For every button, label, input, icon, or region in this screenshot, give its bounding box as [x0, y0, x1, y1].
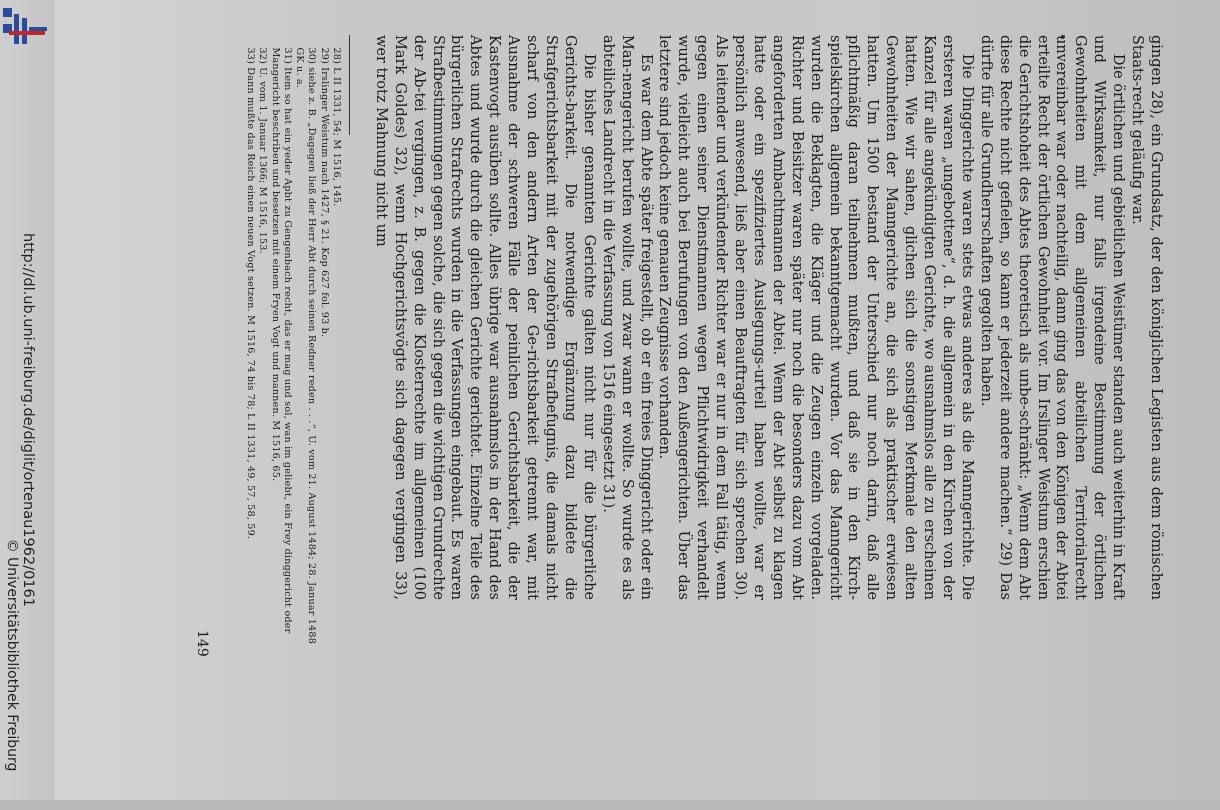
page-number: 149 [194, 630, 210, 657]
paragraph: Die Dinggerichte waren stets etwas anderes als die Manngerichte. Die ersteren waren „ungebottene“, d. h. die allgemein in den Kirchen von der Kanzel für alle angekündigten Gerichte, wo ausnahmslos alle zu erscheinen hatten. Wie wir sahen, glichen sich die sonstigen Merkmale den alten Gewohnheiten der Manngerichte an, die sich als praktischer erwiesen hatten. Um 1500 bestand der Unterschied nur noch darin, daß alle pflichtmäßig daran teilnehmen mußten, und daß sie in den Kirch-spielskirchen allgemein bekanntgemacht wurden. Vor das Manngericht wurden die Beklagten, die Kläger und die Zeugen einzeln vorgeladen. Richter und Beisitzer waren später nur noch die besonders dazu vom Abt angeforderten Ambachtmannen der Abtei. Wenn der Abt selbst zu klagen hatte oder ein spezifiziertes Auslegungs-urteil haben wollte, war er persönlich anwesend, ließ aber einen Beauftragten für sich sprechen 30). Als leitender und verkündender Richter war er nur in dem Fall tätig, wenn gegen einen seiner Dienstmannen wegen Pflichtwidrigkeit verhandelt wurde, vielleicht auch bei Berufungen von den Außengerichten. Über das letztere sind jedoch keine genauen Zeugnisse vorhanden. [656, 35, 975, 600]
scanned-page [55, 0, 1220, 800]
paragraph: Die bisher genannten Gerichte galten nicht nur für die bürgerliche Gerichts-barkeit. Die notwendige Ergänzung dazu bildete die Strafgerichtsbarkeit mit der zugehörigen Strafbefugnis, die damals nicht scharf von den andern Arten der Ge-richtsbarkeit getrennt war, mit Ausnahme der schweren Fälle der peinlichen Gerichtsbarkeit, die der Kastenvogt ausüben sollte. Alles übrige war ausnahmslos in der Hand des Abtes und wurde durch die gleichen Gerichte gerichtet. Einzelne Teile des bürgerlichen Strafrechts wurden in die Verfassungen eingebaut. Es waren Strafbestimmungen gegen solche, die sich gegen die wichtigen Grundrechte der Ab-tei vergingen, z. B. gegen die Klosterrechte im allgemeinen (100 Mark Goldes) 32), wenn Hochgerichtsvögte sich dagegen vergingen 33), wer trotz Mahnung nicht um [372, 35, 597, 600]
viewer-sidebar [0, 0, 55, 800]
paragraph: gingen 28), ein Grundsatz, der den königlichen Legisten aus dem römischen Staats-recht geläufig war. [1129, 35, 1164, 600]
body-text [371, 35, 1165, 600]
copyright-notice: © Universitätsbibliothek Freiburg [4, 538, 20, 772]
footnote: 28) L II 1331, 54; M 1516, 145. [331, 47, 342, 207]
footnotes [244, 35, 342, 645]
footnote: 31) Item so hat ein yeder Apbt zu Gengenbach recht, das er mag und sol, wan im geliebt, ein Frey dinggericht oder Mangericht beschriben und besetzen mit einem Fryen Vogt und mannen. M 1516, 65. [269, 47, 293, 634]
paragraph: Es war dem Abte später freigestellt, ob er ein freies Dinggericht oder ein Man-nengericht berufen wollte, und zwar wann er wollte. So wurde es als abteiliches Landrecht in die Verfassung von 1516 eingesetzt 31). [599, 35, 654, 600]
footnote: 32) U. vom 1. Januar 1366; M 1516, 153. [257, 47, 269, 254]
rotated-page-content [194, 10, 1165, 790]
footnote: 29) Irslinger Weistum nach 1427, § 21. Kop 627 fol. 93 b. [318, 47, 330, 338]
page-url[interactable]: http://dl.ub.uni-freiburg.de/diglit/ortenau1962/0161 [20, 233, 36, 607]
footnote: 30) siehe z. B. „Dagegen ließ der Herr Abt durch seinen Redner reden . . .“, U. vom 21. August 1484; 28. Januar 1488 GK u. a. [294, 47, 318, 645]
paragraph: Die örtlichen und gebietlichen Weistümer standen auch weiterhin in Kraft und Wirksamkeit, nur falls irgendeine Bestimmung der örtlichen Gewohnheiten mit dem allgemeinen abteilichen Territorialrecht unvereinbar war oder nachteilig, dann ging das von den Königen der Abtei erteilte Recht der örtlichen Gewohnheit vor. Im Irslinger Weistum erschien die Gerichtshoheit des Abtes theoretisch als unbe-schränkt: „Wenn dem Abt diese Rechte nicht gefielen, so kann er jederzeit andere machen.“ 29) Das dürfte für alle Grundherrschaften gegolten haben. [977, 35, 1127, 600]
footnote: 33) Dann mußte das Reich einen neuen Vogt setzen. M 1516, 74 bis 78; L II 1331, 49, 57, 58, 59. [244, 47, 256, 540]
footnote-divider [349, 35, 350, 135]
